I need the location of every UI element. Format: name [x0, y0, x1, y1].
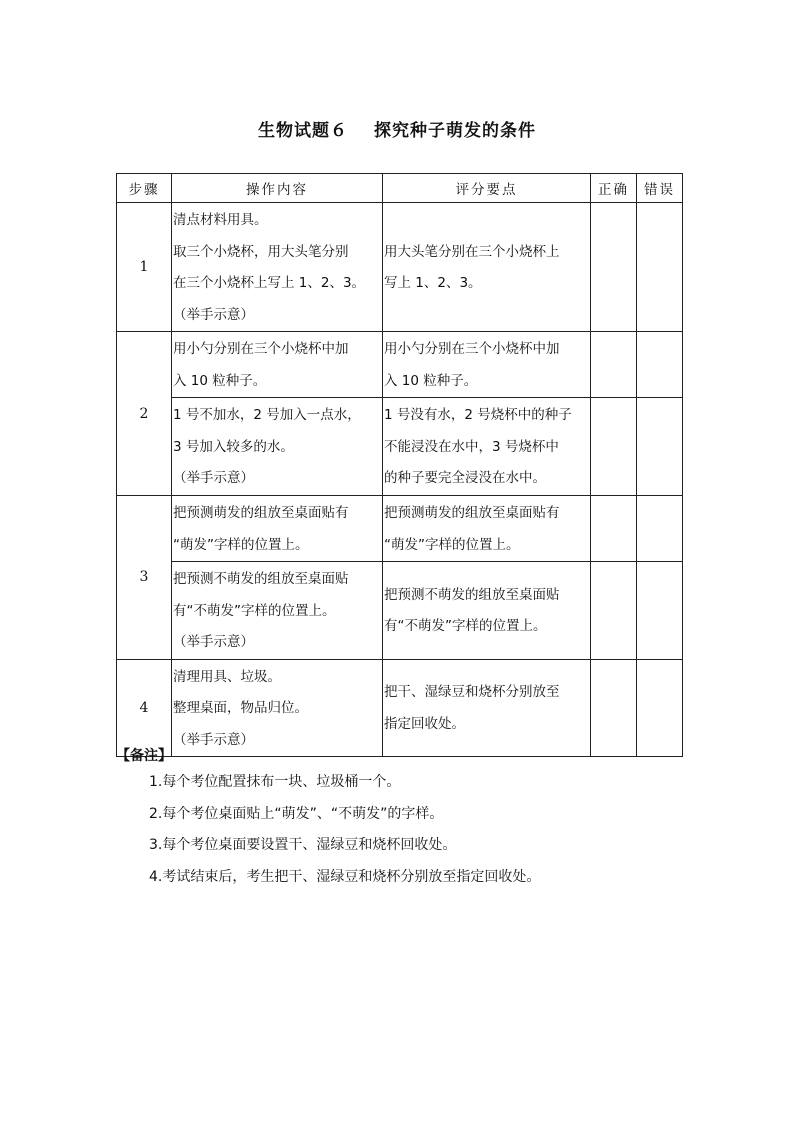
correct-cell[interactable]: [591, 398, 637, 496]
correct-cell[interactable]: [591, 562, 637, 660]
operation-line: 整理桌面，物品归位。: [173, 700, 308, 716]
header-wrong: 错误: [637, 174, 683, 203]
notes-section: [116, 745, 716, 893]
scoring-line: “萌发”字样的位置上。: [384, 536, 520, 553]
scoring-line: 把干、湿绿豆和烧杯分别放至: [384, 684, 560, 701]
operation-line: 把预测不萌发的组放至桌面贴: [173, 571, 349, 587]
header-scoring: 评分要点: [383, 174, 591, 203]
scoring-line: 1 号没有水，2 号烧杯中的种子: [384, 407, 572, 423]
step-number: 1: [117, 203, 172, 332]
operation-line: （举手示意）: [173, 634, 254, 650]
table-row: [117, 562, 683, 660]
scoring-line: 把预测萌发的组放至桌面贴有: [384, 505, 560, 521]
operation-line: 1 号不加水，2 号加入一点水，: [173, 407, 361, 423]
operation-line: 把预测萌发的组放至桌面贴有: [173, 505, 349, 521]
scoring-line: 用小勺分别在三个小烧杯中加: [384, 341, 560, 357]
wrong-cell[interactable]: [637, 562, 683, 660]
operation-cell: [172, 398, 383, 496]
table-row: [117, 496, 683, 562]
correct-cell[interactable]: [591, 496, 637, 562]
operation-line: 入 10 粒种子。: [173, 372, 267, 389]
operation-line: 3 号加入较多的水。: [173, 438, 294, 455]
operation-line: 有“不萌发”字样的位置上。: [173, 602, 336, 619]
header-correct: 正确: [591, 174, 637, 203]
correct-cell[interactable]: [591, 203, 637, 332]
note-item: 1.每个考位配置抹布一块、垃圾桶一个。: [149, 774, 401, 790]
wrong-cell[interactable]: [637, 332, 683, 398]
notes-heading: 【备注】: [116, 748, 172, 764]
scoring-cell: [383, 203, 591, 332]
correct-cell[interactable]: [591, 659, 637, 757]
title-subject: 生物试题６: [258, 121, 348, 141]
operation-line: 取三个小烧杯，用大头笔分别: [173, 243, 349, 260]
scoring-line: 写上 1、2、3。: [384, 275, 482, 291]
table-row: [117, 203, 683, 332]
operation-cell: [172, 562, 383, 660]
operation-line: 用小勺分别在三个小烧杯中加: [173, 341, 349, 357]
scoring-table: [116, 173, 683, 757]
step-number: 2: [117, 332, 172, 496]
operation-cell: [172, 496, 383, 562]
note-item: 2.每个考位桌面贴上“萌发”、“不萌发”的字样。: [149, 805, 444, 822]
operation-line: 在三个小烧杯上写上 1、2、3。: [173, 275, 366, 291]
operation-cell: [172, 659, 383, 757]
scoring-cell: [383, 332, 591, 398]
scoring-line: 有“不萌发”字样的位置上。: [384, 618, 547, 635]
table-row: [117, 398, 683, 496]
page-title: [0, 116, 794, 141]
wrong-cell[interactable]: [637, 659, 683, 757]
operation-line: （举手示意）: [173, 470, 254, 486]
scoring-line: 不能浸没在水中，3 号烧杯中: [384, 438, 559, 455]
operation-line: “萌发”字样的位置上。: [173, 536, 309, 553]
wrong-cell[interactable]: [637, 496, 683, 562]
header-step: 步骤: [117, 174, 172, 203]
scoring-line: 的种子要完全浸没在水中。: [384, 470, 546, 486]
scoring-line: 把预测不萌发的组放至桌面贴: [384, 586, 560, 603]
table-row: [117, 659, 683, 757]
correct-cell[interactable]: [591, 332, 637, 398]
table-header-row: [117, 174, 683, 203]
scoring-cell: [383, 496, 591, 562]
operation-line: （举手示意）: [173, 731, 254, 748]
operation-line: （举手示意）: [173, 306, 254, 323]
note-item: 3.每个考位桌面要设置干、湿绿豆和烧杯回收处。: [149, 837, 457, 853]
operation-cell: [172, 203, 383, 332]
wrong-cell[interactable]: [637, 203, 683, 332]
scoring-cell: [383, 398, 591, 496]
scoring-line: 入 10 粒种子。: [384, 372, 478, 389]
step-number: 4: [117, 659, 172, 757]
table-row: [117, 332, 683, 398]
step-number: 3: [117, 496, 172, 660]
operation-cell: [172, 332, 383, 398]
title-topic: 探究种子萌发的条件: [374, 121, 536, 141]
wrong-cell[interactable]: [637, 398, 683, 496]
header-operation: 操作内容: [172, 174, 383, 203]
scoring-line: 指定回收处。: [384, 715, 465, 732]
scoring-cell: [383, 659, 591, 757]
note-item: 4.考试结束后，考生把干、湿绿豆和烧杯分别放至指定回收处。: [149, 868, 541, 885]
operation-line: 清点材料用具。: [173, 212, 268, 228]
scoring-line: 用大头笔分别在三个小烧杯上: [384, 243, 560, 260]
operation-line: 清理用具、垃圾。: [173, 668, 281, 685]
scoring-cell: [383, 562, 591, 660]
